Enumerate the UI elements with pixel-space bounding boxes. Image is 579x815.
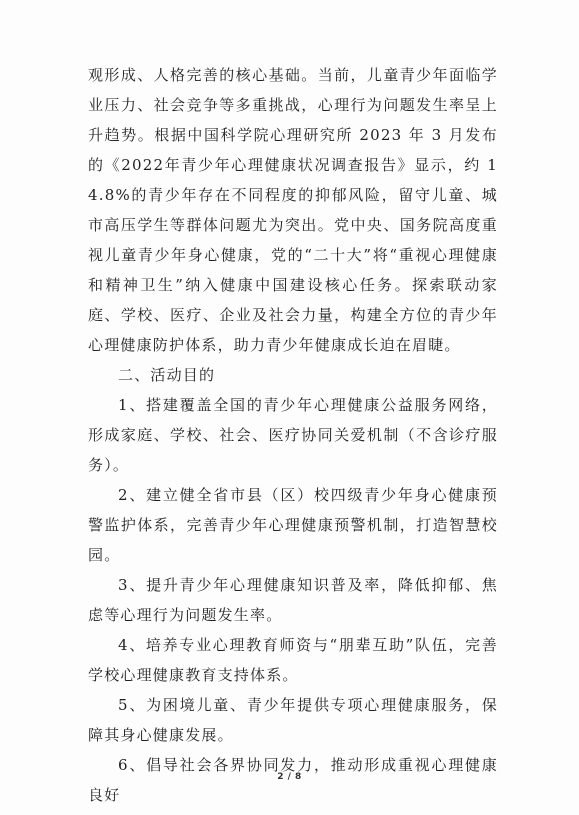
objective-item: 5、为困境儿童、青少年提供专项心理健康服务，保障其身心健康发展。 — [88, 696, 498, 744]
objective-item: 3、提升青少年心理健康知识普及率，降低抑郁、焦虑等心理行为问题发生率。 — [88, 576, 498, 624]
objective-item: 4、培养专业心理教育师资与“朋辈互助”队伍，完善学校心理健康教育支持体系。 — [88, 636, 498, 684]
objective-item: 1、搭建覆盖全国的青少年心理健康公益服务网络，形成家庭、学校、社会、医疗协同关爱机制（不含诊疗服务）。 — [88, 396, 498, 474]
objective-item: 6、倡导社会各界协同发力，推动形成重视心理健康良好 — [88, 756, 498, 804]
objective-item: 2、建立健全省市县（区）校四级青少年身心健康预警监护体系，完善青少年心理健康预警机制，打造智慧校园。 — [88, 486, 498, 564]
section-heading: 二、活动目的 — [118, 366, 216, 384]
page-body — [88, 60, 498, 810]
intro-paragraph: 观形成、人格完善的核心基础。当前，儿童青少年面临学业压力、社会竞争等多重挑战，心理行为问题发生率呈上升趋势。根据中国科学院心理研究所 2023 年 3 月发布的《2022年青少年心理健康状况调查报告》显示，约 14.8%的青少年存在不同程度的抑郁风险，留守儿童、城市高压学生等群体问题尤为突出。党中央、国务院高度重视儿童青少年身心健康，党的“二十大”将“重视心理健康和精神卫生”纳入健康中国建设核心任务。探索联动家庭、学校、医疗、企业及社会力量，构建全方位的青少年心理健康防护体系，助力青少年健康成长迫在眉睫。 — [88, 66, 498, 354]
page-number: 2 / 8 — [277, 772, 302, 782]
